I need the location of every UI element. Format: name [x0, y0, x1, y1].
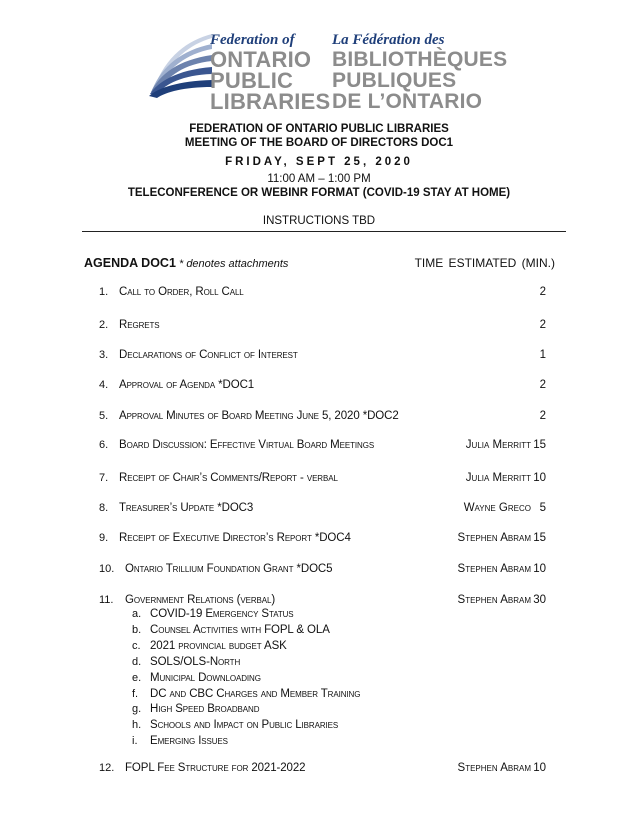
agenda-item-minutes: 2 — [539, 286, 546, 298]
agenda-item-minutes: 10 — [533, 762, 546, 774]
sub-item-letter: b. — [132, 623, 142, 636]
agenda-item-number: 8. — [99, 502, 109, 514]
header-divider — [82, 231, 566, 232]
agenda-sub-item — [0, 672, 638, 687]
logo-fr-line1: La Fédération des — [332, 32, 445, 48]
agenda-item-number: 5. — [99, 410, 109, 422]
sub-item-letter: d. — [132, 655, 142, 668]
agenda-item-presenter: Stephen Abram — [457, 563, 531, 575]
agenda-sub-item — [0, 735, 638, 750]
org-name: FEDERATION OF ONTARIO PUBLIC LIBRARIES — [189, 123, 449, 135]
agenda-item-presenter: Wayne Greco — [463, 502, 531, 514]
agenda-item-number: 4. — [99, 379, 109, 391]
agenda-item — [0, 502, 638, 518]
agenda-item-minutes: 15 — [533, 439, 546, 451]
agenda-item — [0, 319, 638, 335]
sub-item-letter: g. — [132, 703, 142, 716]
agenda-item-minutes: 1 — [539, 349, 546, 361]
sub-item-letter: a. — [132, 608, 142, 620]
time-estimated-header: TIME ESTIMATED (MIN.) — [414, 256, 555, 270]
agenda-item-label: Government Relations (verbal) — [125, 594, 276, 606]
agenda-item — [0, 439, 638, 455]
logo-fr-line2: BIBLIOTHÈQUES — [332, 48, 508, 71]
agenda-item-presenter: Stephen Abram — [457, 762, 531, 774]
agenda-item-presenter: Julia Merritt — [465, 439, 531, 451]
meeting-title: MEETING OF THE BOARD OF DIRECTORS DOC1 — [184, 137, 454, 149]
agenda-item — [0, 379, 638, 395]
agenda-sub-item — [0, 703, 638, 718]
agenda-sub-item — [0, 688, 638, 703]
meeting-time: 11:00 AM – 1:00 PM — [267, 173, 371, 185]
sub-item-text: Municipal Downloading — [150, 671, 261, 684]
sub-item-letter: i. — [132, 735, 138, 748]
agenda-item-number: 6. — [99, 439, 109, 451]
agenda-item-presenter: Stephen Abram — [457, 594, 531, 606]
attachments-note: * denotes attachments — [175, 258, 289, 270]
sub-item-letter: f. — [132, 687, 139, 700]
agenda-item-minutes: 10 — [533, 472, 546, 484]
fopl-logo — [148, 22, 528, 114]
agenda-item-number: 3. — [99, 349, 109, 361]
agenda-item-label: Treasurer’s Update *DOC3 — [119, 502, 254, 514]
agenda-item-minutes: 30 — [533, 594, 546, 606]
agenda-item-label: Regrets — [119, 319, 160, 331]
agenda-item-number: 12. — [99, 762, 115, 774]
logo-en-line4: LIBRARIES — [210, 89, 331, 114]
sub-item-text: Emerging Issues — [150, 735, 228, 748]
agenda-title-text: AGENDA DOC1 — [84, 256, 176, 270]
agenda-sub-item — [0, 608, 638, 623]
sub-item-letter: h. — [132, 719, 142, 732]
logo-fr-line3: PUBLIQUES — [332, 69, 457, 92]
meeting-date: FRIDAY, SEPT 25, 2020 — [225, 156, 413, 168]
agenda-item — [0, 762, 638, 778]
agenda-item — [0, 349, 638, 365]
agenda-item-minutes: 10 — [533, 563, 546, 575]
meeting-format: TELECONFERENCE OR WEBINR FORMAT (COVID-19 STAY AT HOME) — [127, 187, 511, 199]
logo-en-line1: Federation of — [210, 32, 295, 48]
sub-item-text: SOLS/OLS-North — [150, 655, 241, 668]
sub-item-text: 2021 provincial budget ASK — [150, 639, 287, 652]
open-book-icon — [148, 26, 214, 106]
agenda-item-minutes: 5 — [539, 502, 546, 514]
agenda-item-label: Approval of Agenda *DOC1 — [119, 379, 255, 391]
agenda-item-number: 9. — [99, 532, 109, 544]
agenda-item-number: 10. — [99, 563, 115, 575]
agenda-item — [0, 532, 638, 548]
agenda-item-label: Declarations of Conflict of Interest — [119, 349, 298, 361]
sub-item-letter: c. — [132, 639, 141, 652]
agenda-item — [0, 286, 638, 302]
agenda-item-label: Board Discussion: Effective Virtual Board Meetings — [119, 439, 375, 451]
agenda-item-label: Receipt of Chair’s Comments/Report - verbal — [119, 472, 338, 484]
agenda-item — [0, 563, 638, 579]
logo-en-line3: PUBLIC — [210, 68, 294, 93]
agenda-sub-item — [0, 719, 638, 734]
agenda-item-label: Approval Minutes of Board Meeting June 5, 2020 *DOC2 — [119, 410, 399, 422]
logo-fr-line4: DE L’ONTARIO — [332, 90, 483, 113]
sub-item-letter: e. — [132, 671, 142, 684]
sub-item-text: High Speed Broadband — [150, 703, 260, 716]
agenda-item-label: Ontario Trillium Foundation Grant *DOC5 — [125, 563, 333, 575]
logo-en-line2: ONTARIO — [210, 47, 312, 72]
agenda-item-minutes: 2 — [539, 319, 546, 331]
agenda-item-number: 1. — [99, 286, 109, 298]
agenda-item-number: 2. — [99, 319, 109, 331]
agenda-item-presenter: Julia Merritt — [465, 472, 531, 484]
agenda-sub-item — [0, 640, 638, 655]
sub-item-text: Counsel Activities with FOPL & OLA — [150, 623, 330, 636]
agenda-item — [0, 410, 638, 426]
agenda-item-number: 11. — [99, 594, 114, 606]
sub-item-text: Schools and Impact on Public Libraries — [150, 719, 339, 732]
agenda-item-label: Receipt of Executive Director’s Report *DOC4 — [119, 532, 351, 544]
agenda-item — [0, 472, 638, 488]
sub-item-text: COVID-19 Emergency Status — [150, 608, 294, 620]
sub-item-text: DC and CBC Charges and Member Training — [150, 687, 361, 700]
agenda-item-minutes: 2 — [539, 379, 546, 391]
agenda-item-number: 7. — [99, 472, 109, 484]
agenda-sub-item — [0, 624, 638, 639]
agenda-sub-item — [0, 656, 638, 671]
agenda-item-minutes: 15 — [533, 532, 546, 544]
instructions: INSTRUCTIONS TBD — [262, 215, 376, 227]
agenda-title — [84, 256, 288, 270]
agenda-item-label: FOPL Fee Structure for 2021-2022 — [125, 762, 306, 774]
agenda-item-minutes: 2 — [539, 410, 546, 422]
agenda-item-presenter: Stephen Abram — [457, 532, 531, 544]
agenda-item-label: Call to Order, Roll Call — [119, 286, 244, 298]
